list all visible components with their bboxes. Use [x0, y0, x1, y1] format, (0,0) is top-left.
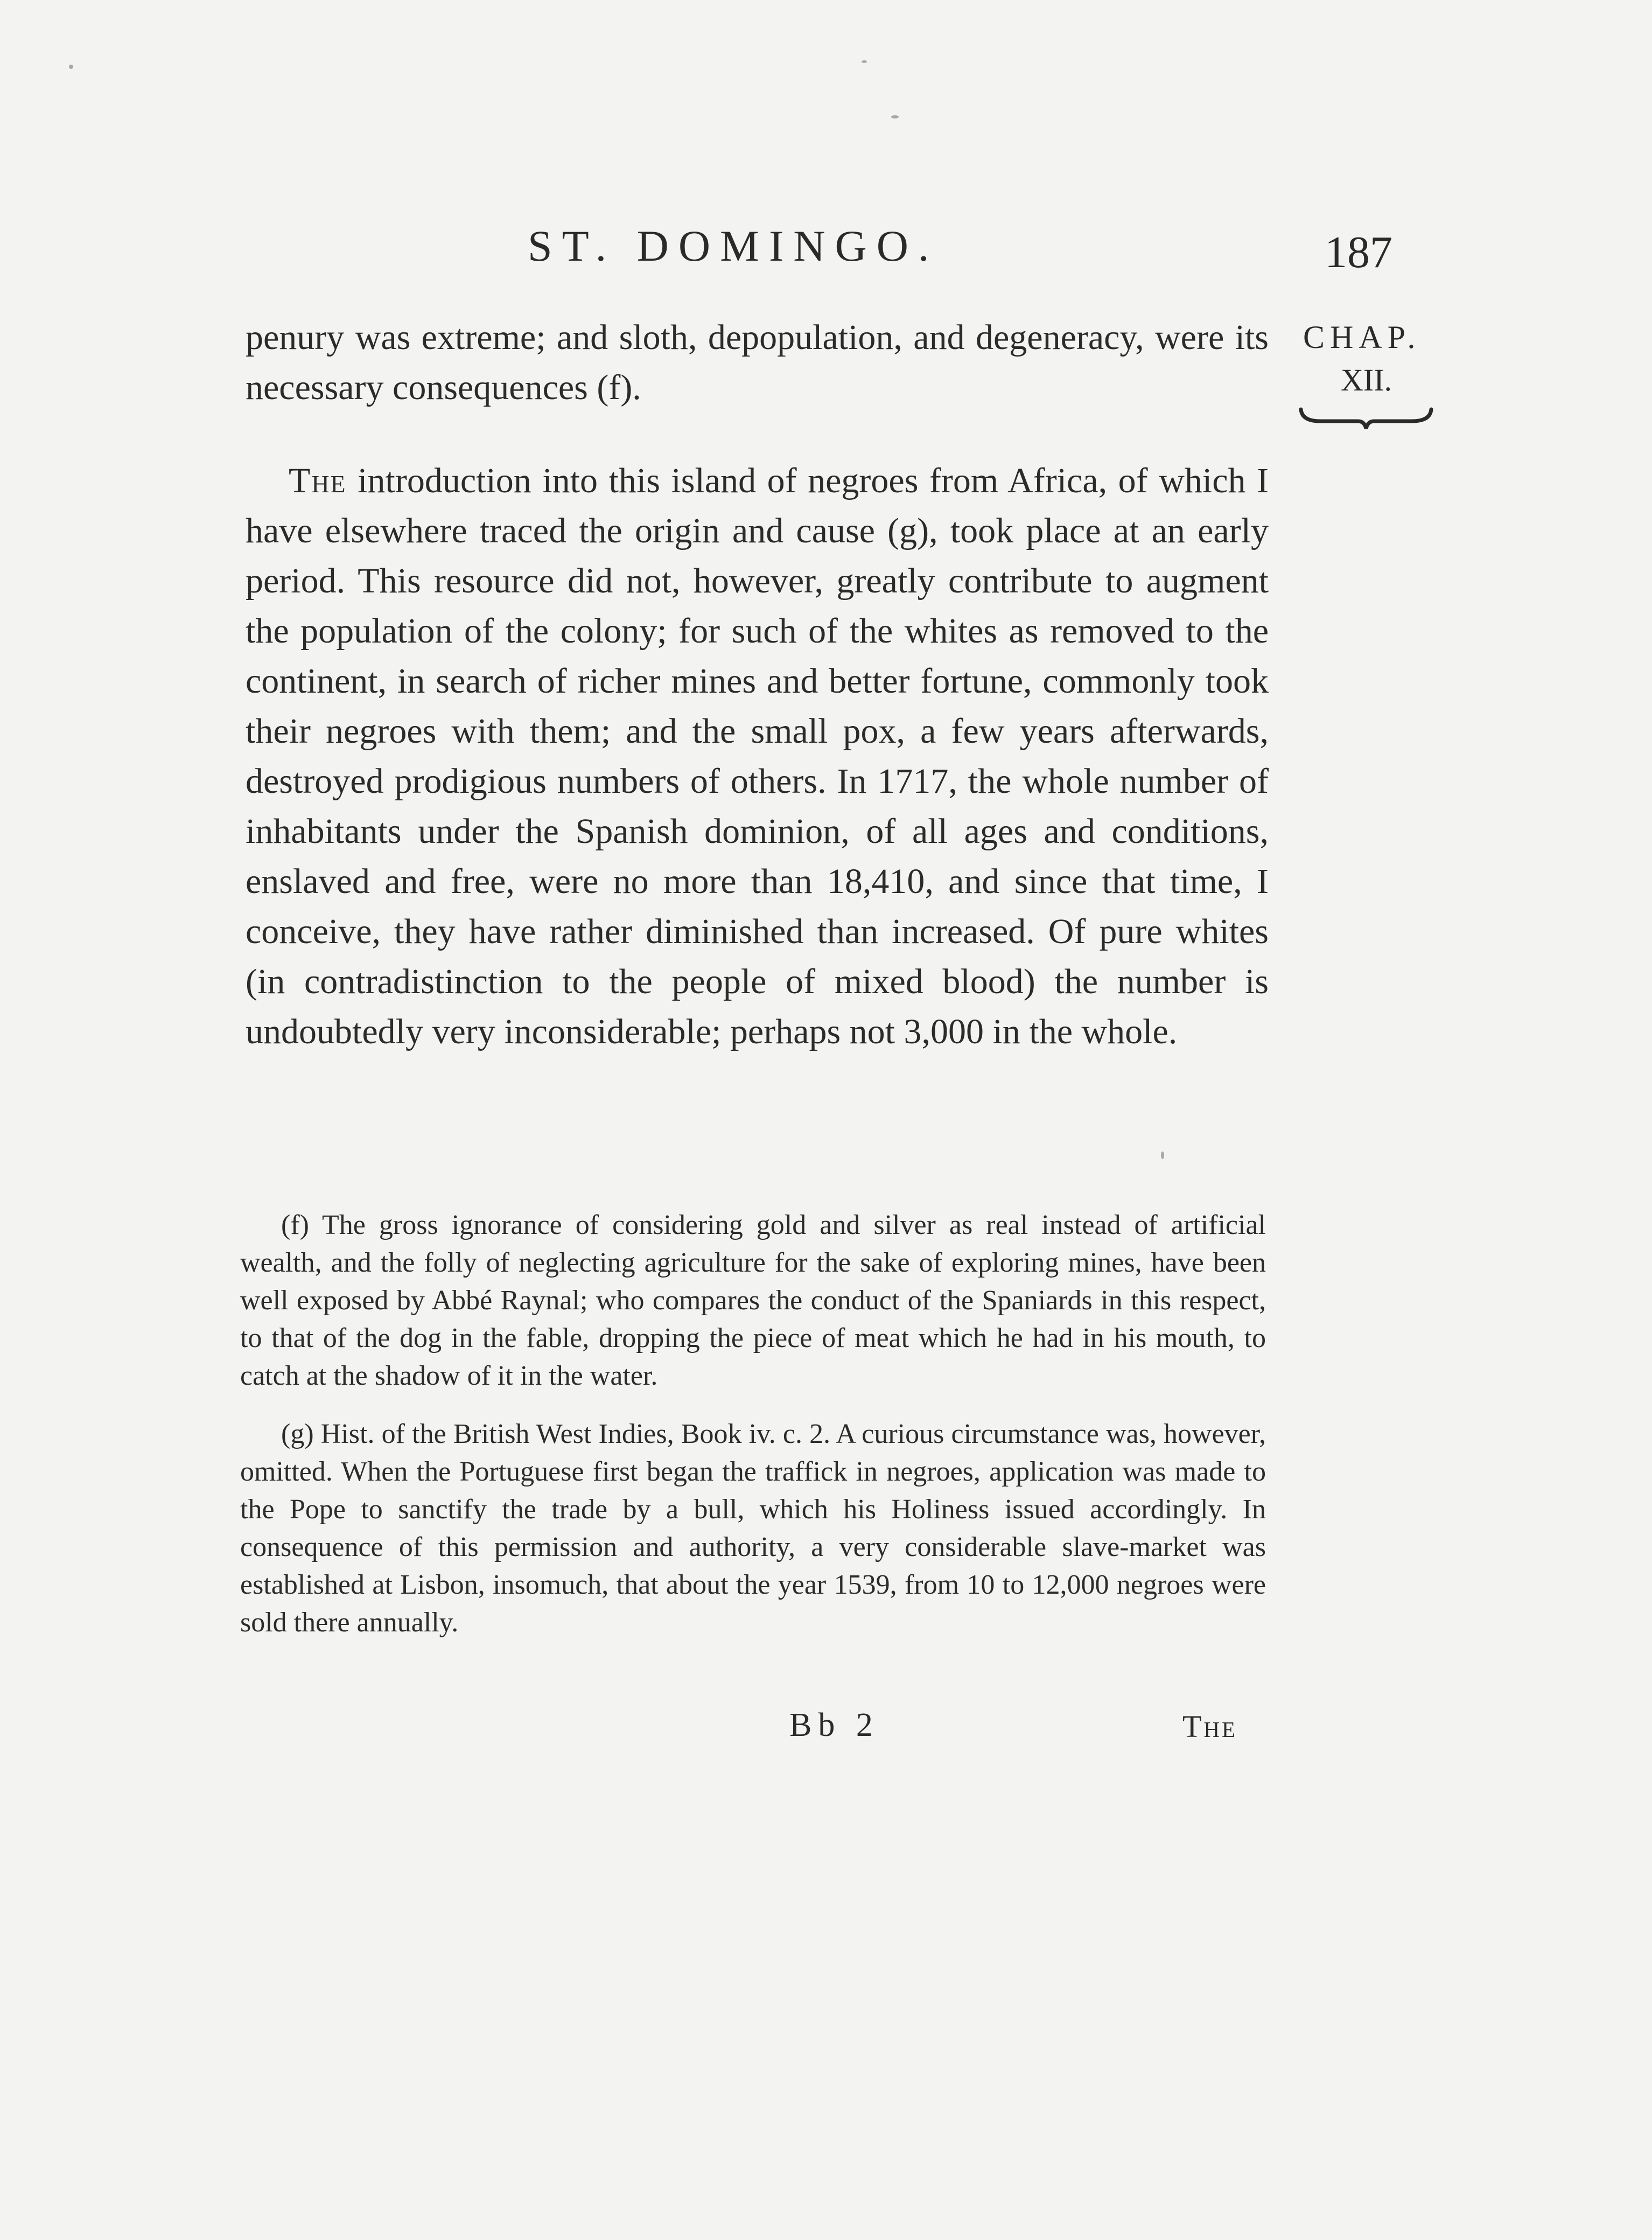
footnote-f: (f) The gross ignorance of considering gold and silver as real instead of artificial wealth, and the folly of neglecting agriculture for the sake of exploring mines, have been well exposed by Abbé Raynal; who compares the conduct of the Spaniards in this respect, to that of the dog in the fable, dropping the piece of meat which he had in his mouth, to catch at the shadow of it in the water.	[240, 1210, 1266, 1391]
main-text	[246, 312, 1269, 1057]
running-head: ST. DOMINGO.	[528, 221, 939, 270]
chapter-brace-icon	[1299, 405, 1433, 432]
chapter-number: XII.	[1341, 362, 1392, 397]
paper-speck	[891, 115, 899, 118]
paragraph-2	[246, 456, 1269, 1057]
paper-speck	[69, 65, 73, 69]
footnote-g: (g) Hist. of the British West Indies, Book iv. c. 2. A curious circumstance was, however, omitted. When the Portuguese first began the traffick in negroes, application was made to the Pope to sanctify the trade by a bull, which his Holiness issued accordingly. In consequence of this permission and authority, a very considerable slave-market was established at Lisbon, insomuch, that about the year 1539, from 10 to 12,000 negroes were sold there annually.	[240, 1419, 1266, 1638]
footnotes	[240, 1206, 1266, 1642]
signature-mark: Bb 2	[789, 1707, 879, 1743]
paragraph-2-lead: The	[289, 461, 347, 500]
catchword: The	[1182, 1709, 1238, 1744]
page-number: 187	[1325, 227, 1392, 277]
paper-speck	[862, 60, 867, 63]
chapter-label: CHAP.	[1303, 319, 1421, 355]
paragraph-2-text: introduction into this island of negroes from Africa, of which I have elsewhere traced the origin and cause (g), took place at an early period. This resource did not, however, greatly contribute to augment the population of the colony; for such of the whites as removed to the continent, in search of richer mines and better fortune, commonly took their negroes with them; and the small pox, a few years afterwards, destroyed prodigious numbers of others. In 1717, the whole number of inhabitants under the Spanish dominion, of all ages and conditions, enslaved and free, were no more than 18,410, and since that time, I conceive, they have rather diminished than increased. Of pure whites (in contradistinction to the people of mixed blood) the number is undoubtedly very inconsiderable; perhaps not 3,000 in the whole.	[246, 461, 1269, 1051]
paper-speck	[1161, 1152, 1164, 1159]
paragraph-1: penury was extreme; and sloth, depopulation, and degeneracy, were its necessary consequences (f).	[246, 318, 1269, 407]
